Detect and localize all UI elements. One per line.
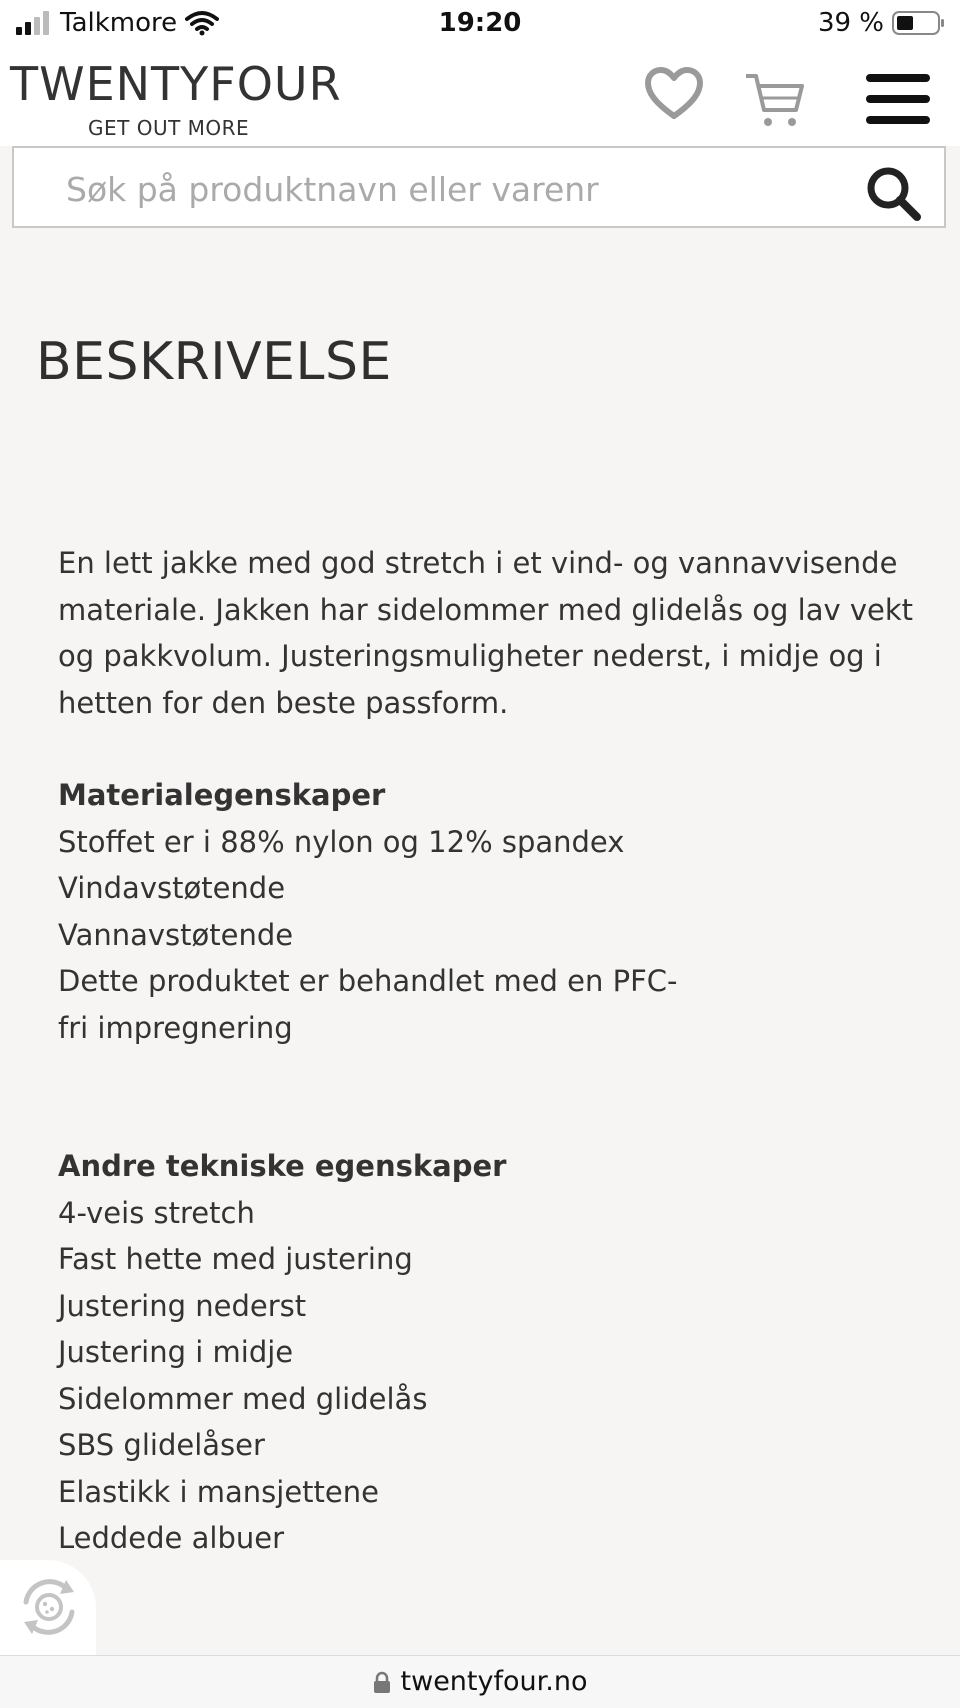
url-display: [0, 1666, 960, 1697]
section-title: BESKRIVELSE: [36, 332, 392, 392]
material-heading: Materialegenskaper: [58, 778, 386, 812]
list-item: Elastikk i mansjettene: [58, 1474, 379, 1509]
status-time: 19:20: [438, 8, 522, 38]
list-item: Dette produktet er behandlet med en PFC-fri impregnering: [58, 964, 678, 1045]
battery-percent: 39 %: [817, 8, 884, 38]
description-intro: En lett jakke med god stretch i et vind- og vannavvisende materiale. Jakken har sidelommer med glidelås og lav vekt og pakkvolum. Justeringsmuligheter nederst, i midje og i hetten for den beste passform.: [58, 546, 914, 720]
heart-icon[interactable]: [644, 66, 704, 122]
cookie-settings-icon: [14, 1572, 84, 1642]
list-item: 4-veis stretch: [58, 1195, 255, 1230]
url-text: twentyfour.no: [400, 1666, 588, 1697]
product-description: [0, 240, 960, 1655]
search-icon[interactable]: [864, 164, 922, 222]
list-item: Justering nederst: [58, 1288, 307, 1323]
search-input[interactable]: [64, 162, 848, 216]
search-bar: [12, 146, 946, 228]
technical-heading: Andre tekniske egenskaper: [58, 1149, 507, 1183]
cart-icon[interactable]: [744, 72, 806, 130]
logo-text: TWENTYFOUR: [10, 57, 342, 111]
browser-url-bar[interactable]: [0, 1655, 960, 1708]
logo-tagline: GET OUT MORE: [88, 116, 250, 140]
status-right: [818, 8, 946, 38]
list-item: Sidelommer med glidelås: [58, 1381, 428, 1416]
list-item: SBS glidelåser: [58, 1428, 265, 1462]
status-bar: [0, 0, 960, 52]
list-item: Fast hette med justering: [58, 1242, 413, 1276]
lock-icon: [373, 1671, 391, 1693]
list-item: Stoffet er i 88% nylon og 12% spandex: [58, 824, 625, 859]
carrier-name: Talkmore: [60, 8, 178, 38]
battery-icon: [892, 10, 946, 36]
site-header: [0, 52, 960, 146]
list-item: Leddede albuer: [58, 1521, 284, 1555]
menu-icon[interactable]: [866, 74, 930, 124]
list-item: Vindavstøtende: [58, 871, 286, 905]
list-item: Vannavstøtende: [58, 917, 294, 952]
cookie-settings-widget[interactable]: [0, 1560, 96, 1656]
description-content: [58, 540, 918, 1562]
logo[interactable]: [10, 57, 342, 140]
list-item: Justering i midje: [58, 1335, 294, 1369]
